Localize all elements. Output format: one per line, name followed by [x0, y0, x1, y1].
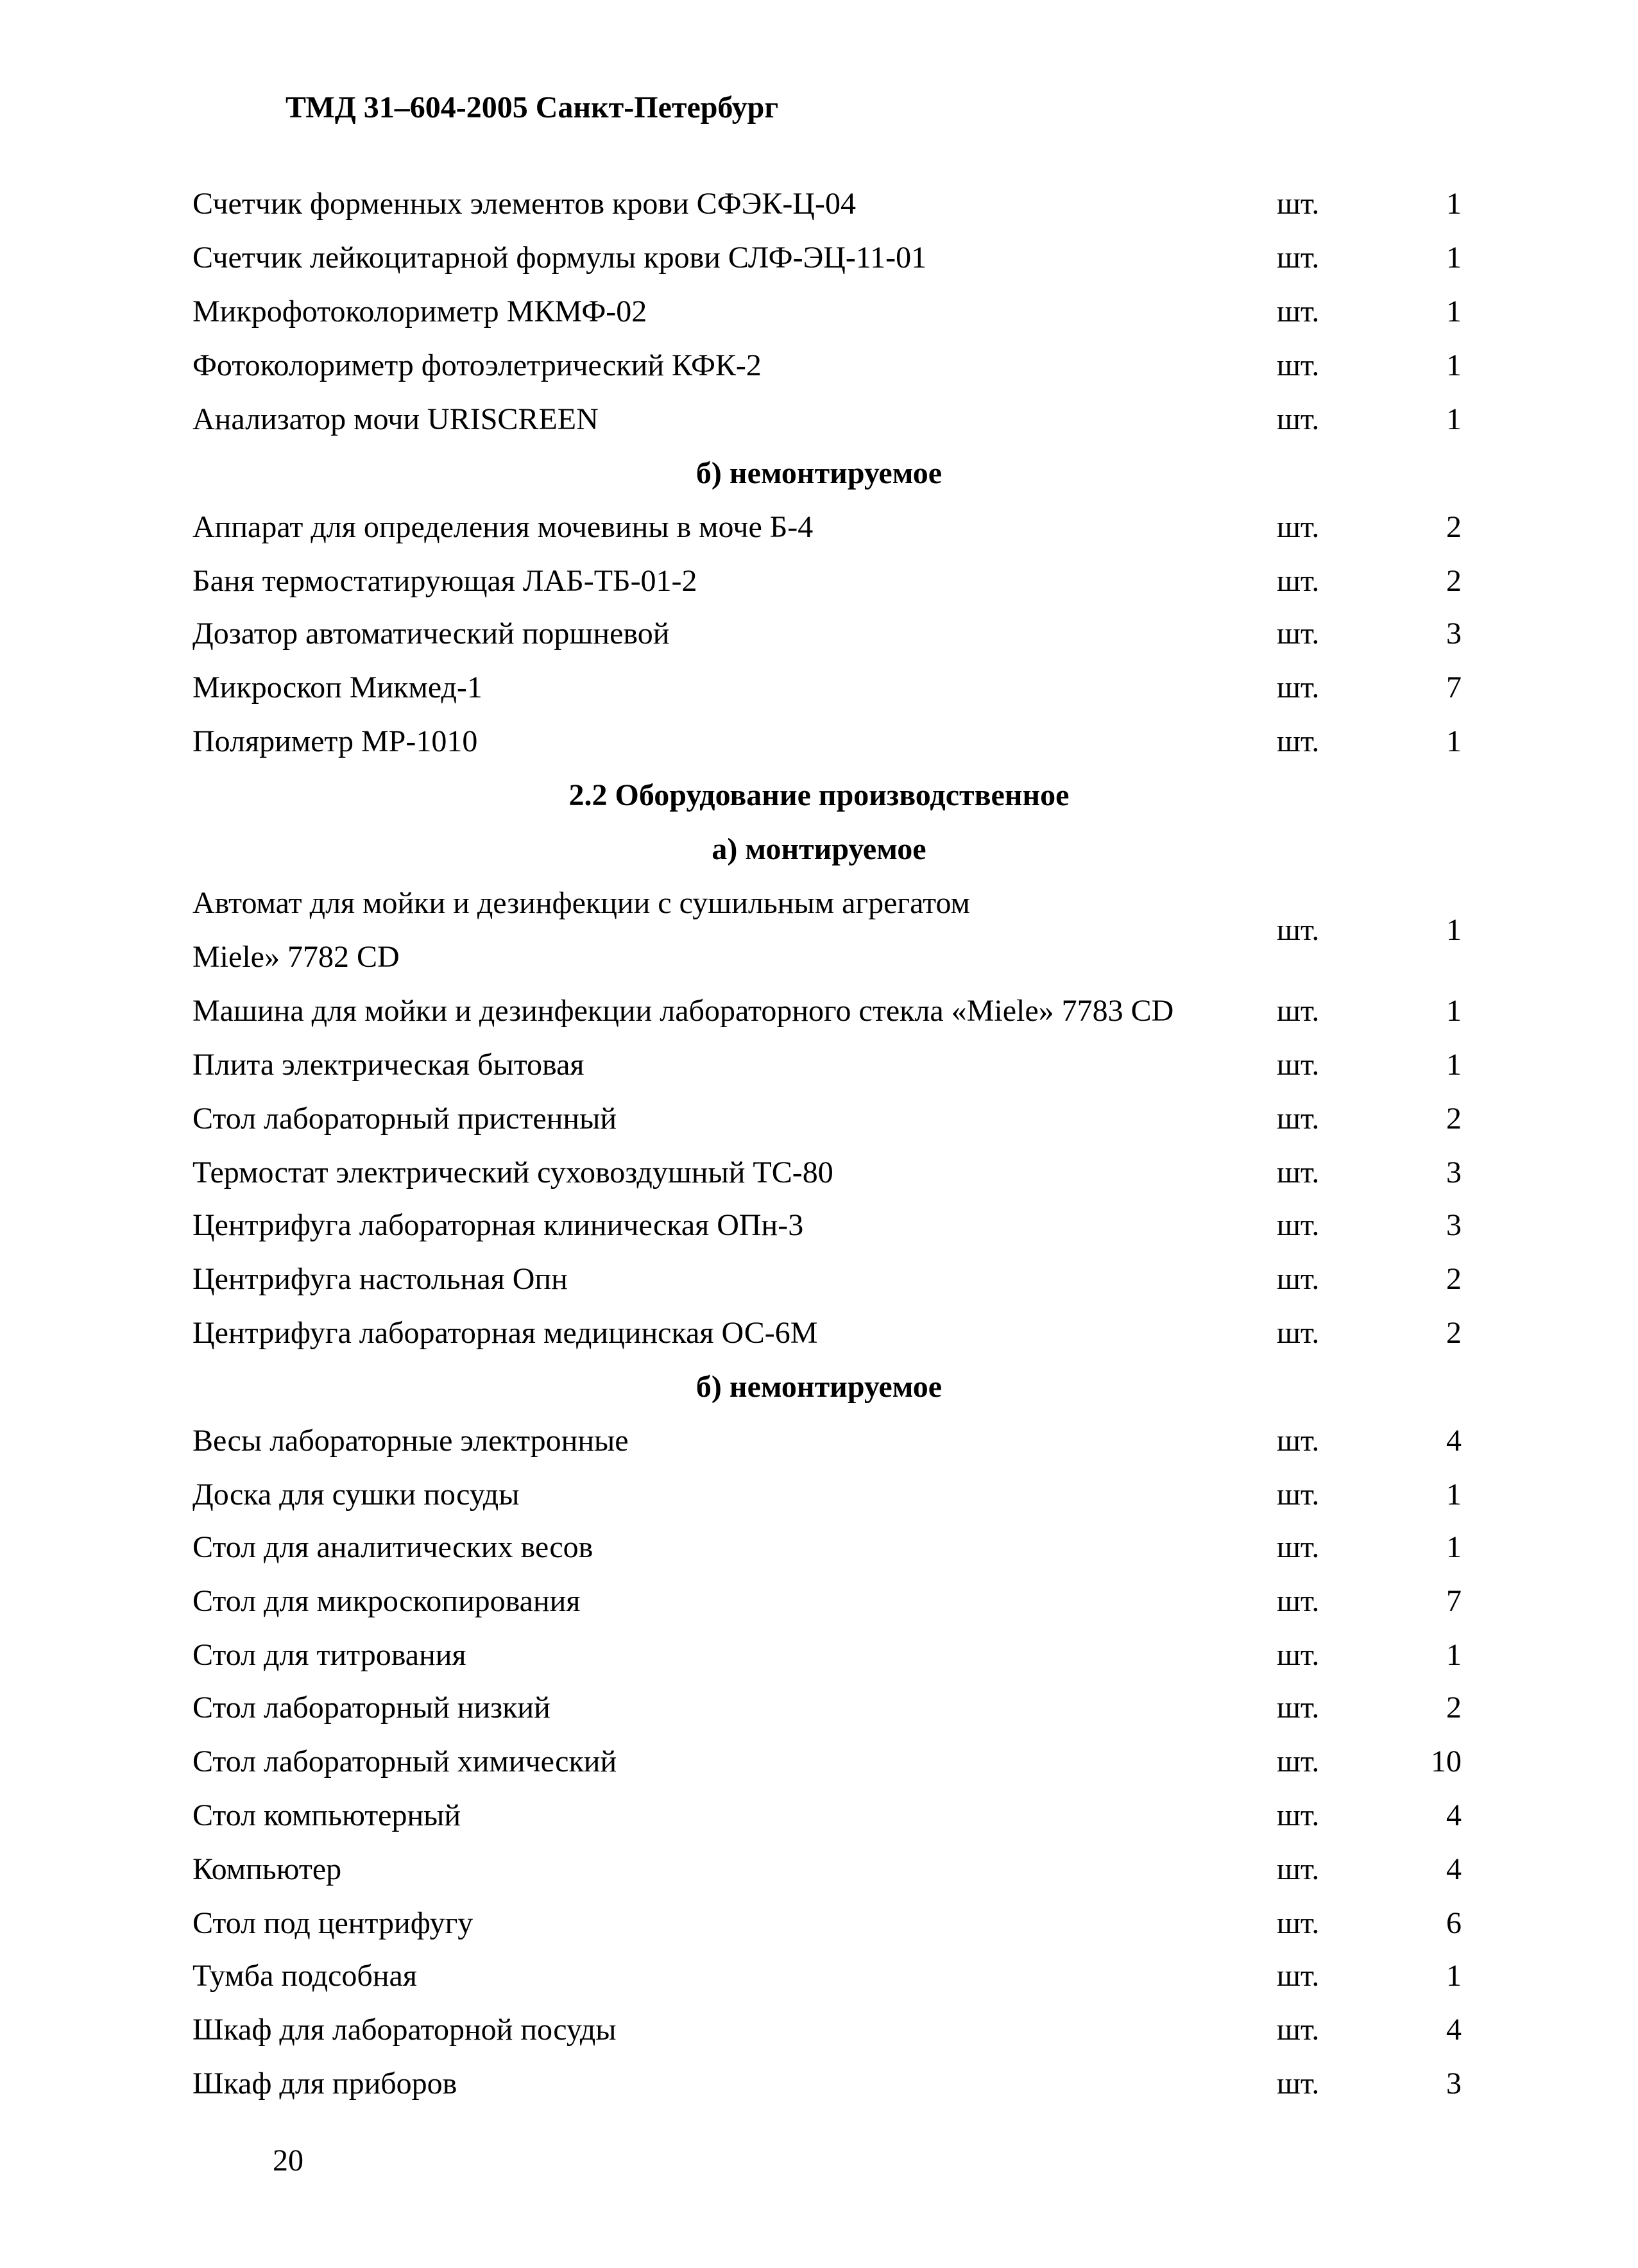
item-name: Поляриметр МР-1010 [192, 724, 478, 758]
item-unit: шт. [1277, 1852, 1320, 1886]
item-unit: шт. [1277, 1316, 1320, 1350]
item-unit: шт. [1277, 994, 1320, 1028]
item-qty: 1 [1446, 241, 1462, 275]
section-heading-non-mounted-2: б) немонтируемое [695, 1370, 943, 1404]
item-unit: шт. [1277, 241, 1320, 275]
item-qty: 3 [1446, 2067, 1462, 2101]
item-name: Стол для титрования [192, 1638, 466, 1672]
item-name: Тумба подсобная [192, 1959, 417, 1993]
item-unit: шт. [1277, 724, 1320, 758]
item-qty: 1 [1446, 1048, 1462, 1082]
item-unit: шт. [1277, 1691, 1320, 1725]
item-qty: 4 [1446, 1798, 1462, 1832]
item-name: Центрифуга настольная Опн [192, 1262, 568, 1296]
item-unit: шт. [1277, 1155, 1320, 1189]
item-name: Стол лабораторный химический [192, 1744, 617, 1778]
list-item [0, 1735, 1638, 1789]
list-item [0, 1949, 1638, 2003]
list-item [0, 661, 1638, 715]
item-unit: шт. [1277, 564, 1320, 598]
item-unit: шт. [1277, 1798, 1320, 1832]
item-name: Весы лабораторные электронные [192, 1424, 629, 1458]
item-qty: 2 [1446, 1102, 1462, 1136]
item-qty: 6 [1446, 1906, 1462, 1940]
item-name: Счетчик форменных элементов крови СФЭК-Ц-04 [192, 187, 856, 221]
list-item [0, 393, 1638, 447]
item-name: Машина для мойки и дезинфекции лабораторного стекла «Miele» 7783 CD [192, 994, 1174, 1028]
item-name: Доска для сушки посуды [192, 1478, 520, 1512]
list-item [0, 876, 1638, 984]
item-unit: шт. [1277, 1530, 1320, 1564]
list-item [0, 1843, 1638, 1897]
item-name: Стол лабораторный низкий [192, 1691, 550, 1725]
list-item [0, 1414, 1638, 1468]
list-item [0, 339, 1638, 393]
list-item [0, 1092, 1638, 1146]
list-item [0, 2003, 1638, 2057]
list-item [0, 2057, 1638, 2111]
item-qty: 1 [1446, 724, 1462, 758]
item-unit: шт. [1277, 187, 1320, 221]
item-name: Аппарат для определения мочевины в моче Б-4 [192, 510, 814, 544]
item-qty: 1 [1446, 294, 1462, 328]
item-qty: 4 [1446, 2013, 1462, 2047]
item-qty: 2 [1446, 1316, 1462, 1350]
list-item [0, 1897, 1638, 1950]
list-item [0, 1681, 1638, 1735]
item-name: Счетчик лейкоцитарной формулы крови СЛФ-ЭЦ-11-01 [192, 241, 927, 275]
item-qty: 7 [1446, 670, 1462, 704]
list-item [0, 285, 1638, 339]
item-name: Стол для аналитических весов [192, 1530, 593, 1564]
item-name: Микрофотоколориметр МКМФ-02 [192, 294, 647, 328]
item-name: Компьютер [192, 1852, 342, 1886]
item-qty: 2 [1446, 510, 1462, 544]
item-qty: 3 [1446, 1208, 1462, 1242]
section-heading-non-mounted: б) немонтируемое [695, 456, 943, 490]
item-unit: шт. [1277, 1262, 1320, 1296]
section-heading-production-equipment: 2.2 Оборудование производственное [568, 778, 1070, 812]
item-name: Дозатор автоматический поршневой [192, 617, 670, 651]
item-qty: 1 [1446, 1638, 1462, 1672]
item-qty: 7 [1446, 1584, 1462, 1618]
list-item [0, 1574, 1638, 1628]
list-item [0, 1789, 1638, 1843]
item-name: Шкаф для лабораторной посуды [192, 2013, 617, 2047]
item-name-line1: Автомат для мойки и дезинфекции с сушильным агрегатом [192, 886, 970, 920]
item-name: Центрифуга лабораторная клиническая ОПн-3 [192, 1208, 804, 1242]
item-qty: 1 [1446, 1530, 1462, 1564]
item-unit: шт. [1277, 348, 1320, 382]
item-unit: шт. [1277, 1744, 1320, 1778]
item-unit: шт. [1277, 1102, 1320, 1136]
item-unit: шт. [1277, 1584, 1320, 1618]
list-item [0, 715, 1638, 769]
document-header-title: ТМД 31–604-2005 Санкт-Петербург [286, 90, 779, 124]
item-unit: шт. [1277, 1959, 1320, 1993]
item-unit: шт. [1277, 1048, 1320, 1082]
item-unit: шт. [1277, 510, 1320, 544]
page-number: 20 [273, 2144, 303, 2178]
list-item [0, 1628, 1638, 1682]
item-unit: шт. [1277, 617, 1320, 651]
item-name: Стол компьютерный [192, 1798, 461, 1832]
item-name: Плита электрическая бытовая [192, 1048, 584, 1082]
item-name: Центрифуга лабораторная медицинская ОС-6М [192, 1316, 818, 1350]
list-item [0, 1038, 1638, 1092]
item-unit: шт. [1277, 1906, 1320, 1940]
item-name-line2: Miele» 7782 CD [192, 940, 400, 974]
list-item [0, 1252, 1638, 1306]
item-qty: 1 [1446, 1478, 1462, 1512]
item-qty: 1 [1446, 1959, 1462, 1993]
item-qty: 1 [1446, 187, 1462, 221]
item-unit: шт. [1277, 2067, 1320, 2101]
item-unit: шт. [1277, 402, 1320, 436]
item-unit: шт. [1277, 1478, 1320, 1512]
item-unit: шт. [1277, 670, 1320, 704]
list-item [0, 1306, 1638, 1360]
list-item [0, 1146, 1638, 1200]
item-qty: 3 [1446, 617, 1462, 651]
list-item [0, 231, 1638, 285]
item-name: Стол под центрифугу [192, 1906, 473, 1940]
list-item [0, 554, 1638, 608]
item-qty: 3 [1446, 1155, 1462, 1189]
item-qty: 1 [1446, 994, 1462, 1028]
list-item [0, 177, 1638, 231]
list-item [0, 1521, 1638, 1574]
item-name: Баня термостатирующая ЛАБ-ТБ-01-2 [192, 564, 697, 598]
item-name: Фотоколориметр фотоэлетрический КФК-2 [192, 348, 762, 382]
item-qty: 1 [1446, 348, 1462, 382]
item-unit: шт. [1277, 1638, 1320, 1672]
item-unit: шт. [1277, 294, 1320, 328]
list-item [0, 1468, 1638, 1522]
list-item [0, 607, 1638, 661]
item-name: Термостат электрический суховоздушный ТС-80 [192, 1155, 833, 1189]
list-item [0, 500, 1638, 554]
item-name: Шкаф для приборов [192, 2067, 457, 2101]
item-qty: 1 [1446, 913, 1462, 947]
item-qty: 2 [1446, 564, 1462, 598]
item-unit: шт. [1277, 1424, 1320, 1458]
item-unit: шт. [1277, 2013, 1320, 2047]
item-name: Стол для микроскопирования [192, 1584, 581, 1618]
item-unit: шт. [1277, 1208, 1320, 1242]
item-name: Анализатор мочи URISCREEN [192, 402, 599, 436]
section-heading-mounted: а) монтируемое [712, 832, 926, 866]
item-qty: 1 [1446, 402, 1462, 436]
item-name: Стол лабораторный пристенный [192, 1102, 617, 1136]
item-name: Микроскоп Микмед-1 [192, 670, 482, 704]
item-qty: 10 [1431, 1744, 1462, 1778]
item-unit: шт. [1277, 913, 1320, 947]
item-qty: 2 [1446, 1691, 1462, 1725]
list-item [0, 984, 1638, 1038]
list-item [0, 1198, 1638, 1252]
item-qty: 4 [1446, 1424, 1462, 1458]
item-qty: 4 [1446, 1852, 1462, 1886]
item-qty: 2 [1446, 1262, 1462, 1296]
